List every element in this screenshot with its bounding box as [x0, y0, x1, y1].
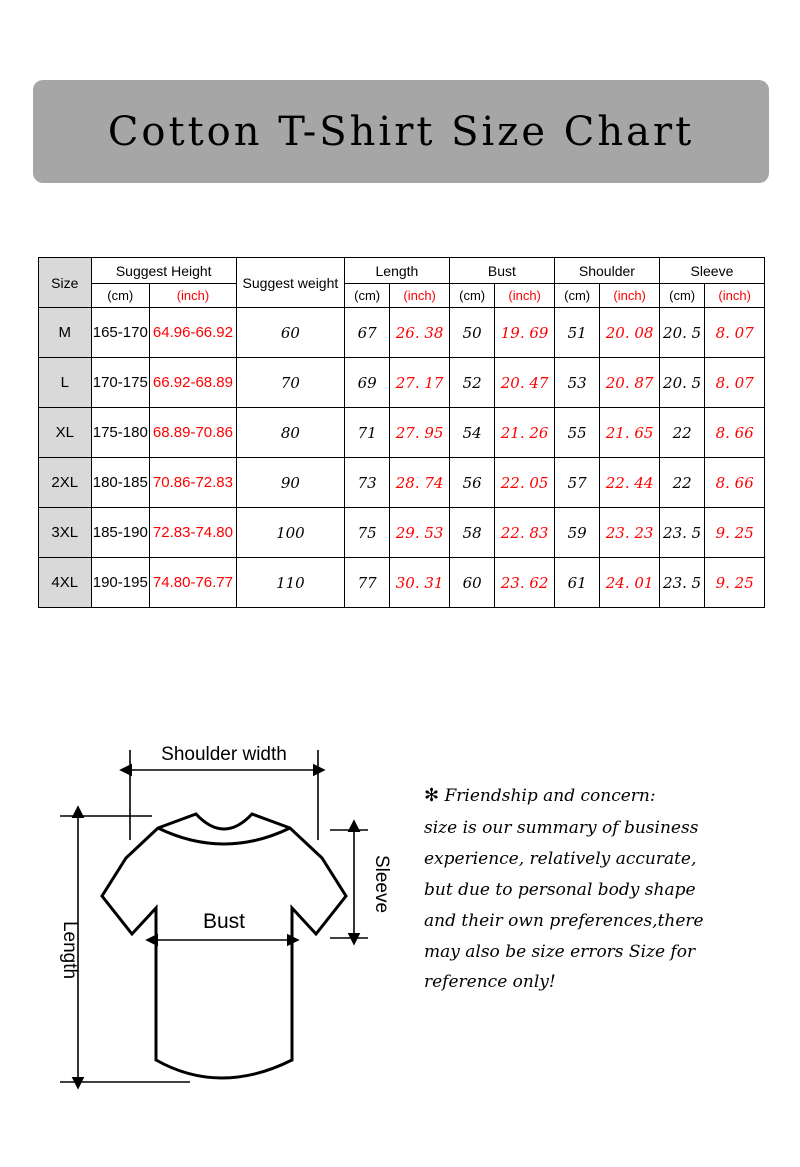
cell-bust-inch: 19. 69 — [495, 308, 555, 358]
cell-size: 4XL — [39, 558, 92, 608]
header-sleeve: Sleeve — [659, 258, 764, 284]
length-label: Length — [59, 920, 80, 980]
table-row — [39, 558, 765, 608]
cell-height-inch: 66.92-68.89 — [150, 358, 237, 408]
cell-shoulder-cm: 55 — [554, 408, 599, 458]
tshirt-outline — [102, 814, 346, 1078]
unit-shoulder-cm: (cm) — [554, 284, 599, 308]
cell-shoulder-cm: 51 — [554, 308, 599, 358]
table-header-group-row — [39, 258, 765, 284]
cell-sleeve-cm: 23. 5 — [659, 558, 704, 608]
cell-sleeve-cm: 22 — [659, 408, 704, 458]
cell-bust-inch: 21. 26 — [495, 408, 555, 458]
cell-sleeve-inch: 9. 25 — [705, 508, 765, 558]
table-row — [39, 308, 765, 358]
cell-height-cm: 175-180 — [91, 408, 150, 458]
note-heading: Friendship and concern: — [444, 786, 656, 806]
note-line-0 — [424, 780, 784, 813]
header-suggest-weight: Suggest weight — [236, 258, 344, 308]
cell-weight-kg: 100 — [236, 508, 344, 558]
unit-bust-cm: (cm) — [449, 284, 494, 308]
cell-height-cm: 185-190 — [91, 508, 150, 558]
cell-size: 3XL — [39, 508, 92, 558]
cell-height-inch: 74.80-76.77 — [150, 558, 237, 608]
cell-shoulder-cm: 61 — [554, 558, 599, 608]
cell-length-cm: 69 — [344, 358, 389, 408]
note-line-6: reference only! — [424, 972, 556, 993]
cell-sleeve-cm: 23. 5 — [659, 508, 704, 558]
header-size: Size — [39, 258, 92, 308]
unit-sleeve-cm: (cm) — [659, 284, 704, 308]
cell-sleeve-inch: 8. 07 — [705, 308, 765, 358]
shoulder-width-label: Shoulder width — [161, 744, 287, 765]
note-line-4: and their own preferences,there — [424, 910, 704, 931]
cell-weight-kg: 80 — [236, 408, 344, 458]
cell-shoulder-cm: 59 — [554, 508, 599, 558]
cell-sleeve-inch: 8. 07 — [705, 358, 765, 408]
cell-shoulder-inch: 20. 87 — [600, 358, 660, 408]
note-line-2: experience, relatively accurate, — [424, 848, 697, 869]
note-line-3: but due to personal body shape — [424, 879, 696, 900]
cell-length-cm: 73 — [344, 458, 389, 508]
cell-length-cm: 67 — [344, 308, 389, 358]
page-title: Cotton T-Shirt Size Chart — [107, 108, 695, 155]
cell-weight-kg: 90 — [236, 458, 344, 508]
size-chart-table — [38, 257, 765, 608]
table-row — [39, 358, 765, 408]
sleeve-dimension — [330, 830, 368, 938]
table-row — [39, 508, 765, 558]
cell-shoulder-inch: 22. 44 — [600, 458, 660, 508]
cell-size: L — [39, 358, 92, 408]
sleeve-label: Sleeve — [371, 854, 392, 914]
cell-bust-cm: 52 — [449, 358, 494, 408]
cell-sleeve-inch: 9. 25 — [705, 558, 765, 608]
cell-height-inch: 64.96-66.92 — [150, 308, 237, 358]
cell-sleeve-cm: 20. 5 — [659, 308, 704, 358]
cell-weight-kg: 110 — [236, 558, 344, 608]
cell-weight-kg: 70 — [236, 358, 344, 408]
cell-length-inch: 28. 74 — [390, 458, 450, 508]
header-shoulder: Shoulder — [554, 258, 659, 284]
cell-height-cm: 170-175 — [91, 358, 150, 408]
header-suggest-height: Suggest Height — [91, 258, 236, 284]
cell-bust-inch: 22. 05 — [495, 458, 555, 508]
cell-length-inch: 27. 17 — [390, 358, 450, 408]
unit-sleeve-inch: (inch) — [705, 284, 765, 308]
cell-shoulder-inch: 23. 23 — [600, 508, 660, 558]
header-length: Length — [344, 258, 449, 284]
cell-length-inch: 29. 53 — [390, 508, 450, 558]
title-banner — [33, 80, 769, 183]
cell-shoulder-inch: 20. 08 — [600, 308, 660, 358]
cell-height-cm: 165-170 — [91, 308, 150, 358]
header-bust: Bust — [449, 258, 554, 284]
cell-size: M — [39, 308, 92, 358]
cell-height-inch: 68.89-70.86 — [150, 408, 237, 458]
cell-bust-cm: 50 — [449, 308, 494, 358]
cell-shoulder-inch: 24. 01 — [600, 558, 660, 608]
unit-length-inch: (inch) — [390, 284, 450, 308]
unit-bust-inch: (inch) — [495, 284, 555, 308]
cell-bust-cm: 56 — [449, 458, 494, 508]
cell-shoulder-inch: 21. 65 — [600, 408, 660, 458]
cell-length-cm: 77 — [344, 558, 389, 608]
friendship-note — [424, 780, 784, 998]
cell-bust-inch: 22. 83 — [495, 508, 555, 558]
cell-length-cm: 71 — [344, 408, 389, 458]
cell-sleeve-inch: 8. 66 — [705, 408, 765, 458]
cell-bust-inch: 20. 47 — [495, 358, 555, 408]
table-header-unit-row — [39, 284, 765, 308]
cell-sleeve-cm: 22 — [659, 458, 704, 508]
size-chart-table-container — [38, 257, 765, 608]
asterisk-icon: ✻ — [424, 785, 440, 806]
bust-label: Bust — [202, 910, 246, 933]
note-line-1: size is our summary of business — [424, 817, 699, 838]
unit-shoulder-inch: (inch) — [600, 284, 660, 308]
table-row — [39, 458, 765, 508]
cell-shoulder-cm: 53 — [554, 358, 599, 408]
cell-sleeve-cm: 20. 5 — [659, 358, 704, 408]
note-line-5: may also be size errors Size for — [424, 941, 696, 962]
cell-bust-cm: 60 — [449, 558, 494, 608]
cell-length-cm: 75 — [344, 508, 389, 558]
cell-bust-inch: 23. 62 — [495, 558, 555, 608]
cell-shoulder-cm: 57 — [554, 458, 599, 508]
cell-length-inch: 26. 38 — [390, 308, 450, 358]
table-row — [39, 408, 765, 458]
cell-length-inch: 30. 31 — [390, 558, 450, 608]
cell-length-inch: 27. 95 — [390, 408, 450, 458]
cell-height-inch: 70.86-72.83 — [150, 458, 237, 508]
cell-sleeve-inch: 8. 66 — [705, 458, 765, 508]
tshirt-measurement-diagram — [40, 710, 400, 1110]
unit-length-cm: (cm) — [344, 284, 389, 308]
cell-height-cm: 180-185 — [91, 458, 150, 508]
cell-size: XL — [39, 408, 92, 458]
cell-bust-cm: 58 — [449, 508, 494, 558]
cell-height-inch: 72.83-74.80 — [150, 508, 237, 558]
unit-height-cm: (cm) — [91, 284, 150, 308]
unit-height-inch: (inch) — [150, 284, 237, 308]
cell-size: 2XL — [39, 458, 92, 508]
cell-weight-kg: 60 — [236, 308, 344, 358]
cell-bust-cm: 54 — [449, 408, 494, 458]
cell-height-cm: 190-195 — [91, 558, 150, 608]
